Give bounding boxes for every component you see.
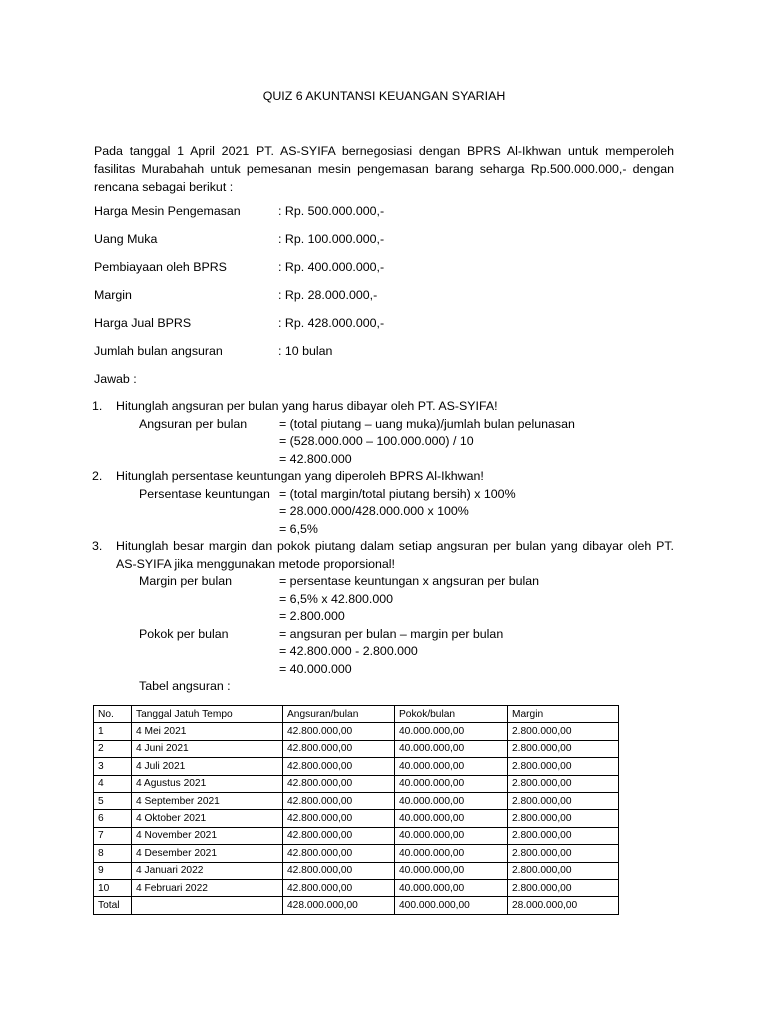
- calc-line: [116, 433, 674, 451]
- cell-margin: 2.800.000,00: [508, 792, 619, 809]
- calc-value: = 40.000.000: [279, 661, 352, 676]
- calc-line: [116, 416, 674, 434]
- cell-margin: 2.800.000,00: [508, 758, 619, 775]
- question-number: 2.: [92, 469, 103, 483]
- cell-pokok: 40.000.000,00: [395, 740, 508, 757]
- cell-no: 7: [94, 827, 132, 844]
- cell-angsuran: 42.800.000,00: [283, 792, 395, 809]
- cell-margin: 2.800.000,00: [508, 827, 619, 844]
- table-row: [94, 758, 619, 775]
- cell-tanggal: 4 Agustus 2021: [132, 775, 283, 792]
- cell-no: 6: [94, 810, 132, 827]
- jawab-heading: Jawab :: [94, 372, 137, 386]
- table-row: [94, 810, 619, 827]
- question-1: [92, 398, 674, 468]
- cell-no: 8: [94, 845, 132, 862]
- cell-pokok: 40.000.000,00: [395, 775, 508, 792]
- calc-label: Persentase keuntungan: [139, 486, 270, 501]
- cell-tanggal: 4 Mei 2021: [132, 723, 283, 740]
- cell-no: Total: [94, 897, 132, 914]
- cell-pokok: 40.000.000,00: [395, 723, 508, 740]
- table-body: [94, 723, 619, 914]
- calc-label: Margin per bulan: [139, 574, 232, 588]
- cell-angsuran: 428.000.000,00: [283, 897, 395, 914]
- cell-no: 3: [94, 758, 132, 775]
- cell-margin: 2.800.000,00: [508, 845, 619, 862]
- cell-no: 1: [94, 723, 132, 740]
- cell-tanggal: 4 Juni 2021: [132, 740, 283, 757]
- table-total-row: [94, 897, 619, 914]
- cell-margin: 2.800.000,00: [508, 810, 619, 827]
- calc-value: = 6,5% x 42.800.000: [279, 591, 394, 606]
- cell-no: 10: [94, 879, 132, 896]
- cell-margin: 2.800.000,00: [508, 775, 619, 792]
- table-row: [94, 740, 619, 757]
- question-text: Hitunglah besar margin dan pokok piutang dalam setiap angsuran per bulan yang dibayar oleh PT. AS-SYIFA jika menggunakan metode proporsional!: [116, 539, 674, 571]
- question-number: 3.: [92, 539, 103, 553]
- calc-line: [116, 451, 674, 469]
- cell-pokok: 40.000.000,00: [395, 758, 508, 775]
- cell-angsuran: 42.800.000,00: [283, 879, 395, 896]
- table-row: [94, 792, 619, 809]
- cell-angsuran: 42.800.000,00: [283, 723, 395, 740]
- cell-tanggal: 4 Juli 2021: [132, 758, 283, 775]
- header-angsuran: Angsuran/bulan: [283, 706, 395, 723]
- fact-label: Harga Mesin Pengemasan: [94, 204, 241, 218]
- table-row: [94, 845, 619, 862]
- calc-value: = (528.000.000 – 100.000.000) / 10: [279, 434, 474, 448]
- calc-line: [116, 521, 674, 539]
- cell-pokok: 400.000.000,00: [395, 897, 508, 914]
- calc-line: [116, 503, 674, 521]
- calc-value: = 42.800.000: [279, 451, 352, 466]
- cell-pokok: 40.000.000,00: [395, 792, 508, 809]
- installment-table: [93, 705, 619, 915]
- cell-margin: 2.800.000,00: [508, 740, 619, 757]
- calc-line: [116, 573, 674, 591]
- fact-value: : Rp. 500.000.000,-: [278, 204, 385, 218]
- calc-value: = persentase keuntungan x angsuran per bulan: [279, 574, 540, 588]
- cell-margin: 2.800.000,00: [508, 879, 619, 896]
- intro-paragraph: Pada tanggal 1 April 2021 PT. AS-SYIFA bernegosiasi dengan BPRS Al-Ikhwan untuk memperoleh fasilitas Murabahah untuk pemesanan mesin pengemasan barang seharga Rp.500.000.000,- dengan rencana sebagai berikut :: [94, 144, 674, 194]
- cell-tanggal: [132, 897, 283, 914]
- question-3: [92, 538, 674, 678]
- fact-value: : Rp. 28.000.000,-: [278, 288, 378, 302]
- fact-label: Uang Muka: [94, 232, 158, 246]
- cell-tanggal: 4 Januari 2022: [132, 862, 283, 879]
- cell-no: 2: [94, 740, 132, 757]
- header-tanggal: Tanggal Jatuh Tempo: [132, 706, 283, 723]
- table-header-row: [94, 706, 619, 723]
- fact-label: Harga Jual BPRS: [94, 316, 192, 330]
- header-no: No.: [94, 706, 132, 723]
- cell-angsuran: 42.800.000,00: [283, 827, 395, 844]
- fact-value: : Rp. 100.000.000,-: [278, 232, 385, 246]
- calc-line: [116, 626, 674, 644]
- cell-pokok: 40.000.000,00: [395, 845, 508, 862]
- question-text: Hitunglah persentase keuntungan yang diperoleh BPRS Al-Ikhwan!: [116, 469, 484, 483]
- fact-label: Margin: [94, 288, 132, 302]
- table-row: [94, 723, 619, 740]
- calc-line: [116, 643, 674, 661]
- header-margin: Margin: [508, 706, 619, 723]
- calc-value: = 2.800.000: [279, 609, 345, 623]
- cell-pokok: 40.000.000,00: [395, 810, 508, 827]
- calc-value: = (total margin/total piutang bersih) x 100%: [279, 486, 516, 501]
- calc-label: Pokok per bulan: [139, 626, 229, 641]
- calc-line: [116, 661, 674, 679]
- fact-value: : 10 bulan: [278, 344, 333, 358]
- cell-angsuran: 42.800.000,00: [283, 758, 395, 775]
- fact-label: Jumlah bulan angsuran: [94, 344, 223, 358]
- table-row: [94, 879, 619, 896]
- page-title: QUIZ 6 AKUNTANSI KEUANGAN SYARIAH: [262, 89, 506, 103]
- cell-angsuran: 42.800.000,00: [283, 862, 395, 879]
- cell-pokok: 40.000.000,00: [395, 862, 508, 879]
- calc-value: = 6,5%: [279, 521, 318, 536]
- calc-line: [116, 486, 674, 504]
- cell-no: 5: [94, 792, 132, 809]
- header-pokok: Pokok/bulan: [395, 706, 508, 723]
- cell-tanggal: 4 September 2021: [132, 792, 283, 809]
- table-caption: Tabel angsuran :: [139, 679, 231, 693]
- cell-tanggal: 4 Oktober 2021: [132, 810, 283, 827]
- fact-value: : Rp. 428.000.000,-: [278, 316, 385, 330]
- cell-pokok: 40.000.000,00: [395, 879, 508, 896]
- question-text: Hitunglah angsuran per bulan yang harus dibayar oleh PT. AS-SYIFA!: [116, 399, 498, 413]
- question-number: 1.: [92, 399, 103, 413]
- table-row: [94, 862, 619, 879]
- calc-value: = (total piutang – uang muka)/jumlah bulan pelunasan: [279, 416, 575, 431]
- cell-no: 9: [94, 862, 132, 879]
- cell-no: 4: [94, 775, 132, 792]
- cell-tanggal: 4 November 2021: [132, 827, 283, 844]
- cell-pokok: 40.000.000,00: [395, 827, 508, 844]
- cell-tanggal: 4 Februari 2022: [132, 879, 283, 896]
- calc-line: [116, 591, 674, 609]
- cell-angsuran: 42.800.000,00: [283, 810, 395, 827]
- calc-label: Angsuran per bulan: [139, 416, 248, 431]
- table-row: [94, 775, 619, 792]
- cell-margin: 28.000.000,00: [508, 897, 619, 914]
- calc-value: = 42.800.000 - 2.800.000: [279, 644, 418, 658]
- cell-tanggal: 4 Desember 2021: [132, 845, 283, 862]
- cell-margin: 2.800.000,00: [508, 862, 619, 879]
- table-row: [94, 827, 619, 844]
- cell-angsuran: 42.800.000,00: [283, 775, 395, 792]
- question-2: [92, 468, 674, 538]
- calc-value: = angsuran per bulan – margin per bulan: [279, 626, 504, 641]
- cell-angsuran: 42.800.000,00: [283, 845, 395, 862]
- cell-margin: 2.800.000,00: [508, 723, 619, 740]
- fact-label: Pembiayaan oleh BPRS: [94, 260, 227, 274]
- fact-value: : Rp. 400.000.000,-: [278, 260, 385, 274]
- cell-angsuran: 42.800.000,00: [283, 740, 395, 757]
- calc-line: [116, 608, 674, 626]
- calc-value: = 28.000.000/428.000.000 x 100%: [279, 504, 469, 518]
